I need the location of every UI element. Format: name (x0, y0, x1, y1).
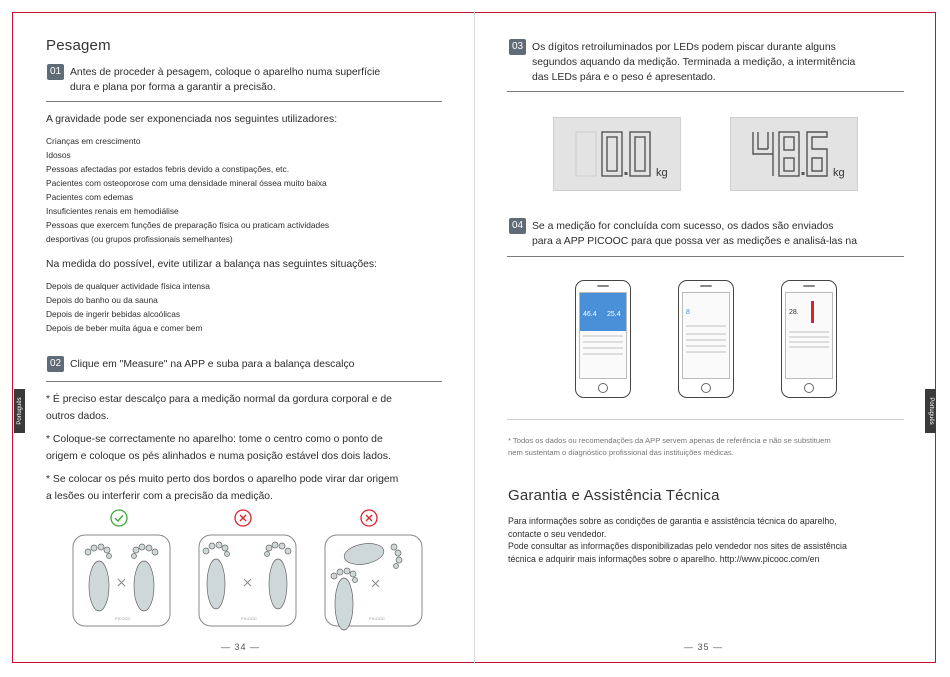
step-04-line-1: Se a medição for concluída com sucesso, os dados são enviados (532, 221, 834, 232)
step-02 (47, 357, 447, 372)
step-04 (509, 219, 909, 249)
list-item: Pessoas que exercem funções de preparação física ou praticam actividades (46, 220, 330, 230)
led-unit: kg (656, 167, 668, 179)
note-edge-line-1: * Se colocar os pés muito perto dos bordos o aparelho pode virar dar origem (46, 474, 399, 485)
step-03-line-3: das LEDs pára e o peso é apresentado. (532, 72, 716, 83)
note-barefoot-line-2: outros dados. (46, 411, 109, 422)
situations-list (46, 279, 446, 335)
check-icon (110, 509, 128, 527)
led-display-blinking (553, 117, 681, 191)
note-position-line-2: origem e coloque os pés alinhados e numa posição estável dos dois lados. (46, 451, 391, 462)
list-item: Pacientes com osteoporose com uma densidade mineral óssea muito baixa (46, 178, 327, 188)
language-tab-left: Português (14, 389, 25, 433)
note-position-line-1: * Coloque-se correctamente no aparelho: tome o centro como o ponto de (46, 434, 383, 445)
weighing-notes (46, 391, 456, 505)
led-display-weight (730, 117, 858, 191)
step-04-line-2: para a APP PICOOC para que possa ver as medições e analisá-las na (532, 236, 857, 247)
scale-feet-off-edge-illustration (324, 534, 424, 634)
phone-screen (682, 292, 730, 379)
led-digits-zero (554, 118, 682, 192)
phone-speaker (700, 285, 712, 287)
list-item: Depois de ingerir bebidas alcoólicas (46, 309, 181, 319)
app-stat: 25.4 (607, 311, 621, 318)
warranty-line-1: Para informações sobre as condições de garantia e assistência técnica do aparelho, (508, 516, 837, 526)
step-01 (47, 65, 447, 95)
app-stat: 28. (789, 309, 799, 316)
list-item: Pessoas afectadas por estados febris devido a constipações, etc. (46, 164, 290, 174)
step-03-line-1: Os dígitos retroiluminados por LEDs podem piscar durante alguns (532, 42, 836, 53)
divider (507, 91, 904, 92)
page-gutter (474, 12, 475, 663)
cross-icon (360, 509, 378, 527)
users-heading: A gravidade pode ser exponenciada nos seguintes utilizadores: (46, 114, 338, 125)
led-digits-weight (731, 118, 859, 192)
section-title-weighing: Pesagem (46, 37, 111, 54)
warranty-text (508, 515, 908, 565)
phone-app-history (678, 280, 734, 398)
phone-app-analysis (781, 280, 837, 398)
list-item: desportivas (ou grupos profissionais semelhantes) (46, 234, 233, 244)
step-number-badge: 04 (509, 218, 526, 234)
divider (507, 256, 904, 257)
list-item: Pacientes com edemas (46, 192, 134, 202)
list-item: Idosos (46, 150, 71, 160)
phone-screen (579, 292, 627, 379)
app-disclaimer (508, 435, 908, 459)
disclaimer-line-1: * Todos os dados ou recomendações da APP servem apenas de referência e não se substituem (508, 436, 831, 445)
svg-text:PICOOC: PICOOC (115, 616, 131, 621)
app-header (580, 293, 626, 331)
divider (507, 419, 904, 420)
step-number-badge: 02 (47, 356, 64, 372)
phone-app-dashboard (575, 280, 631, 398)
home-button-icon (598, 383, 608, 393)
page-number-left: — 34 — (221, 642, 261, 652)
svg-text:PICOOC: PICOOC (241, 616, 257, 621)
list-item: Insuficientes renais em hemodiálise (46, 206, 179, 216)
led-unit: kg (833, 167, 845, 179)
language-tab-right: Português (925, 389, 936, 433)
svg-text:PICOOC: PICOOC (369, 616, 385, 621)
page-number-right: — 35 — (684, 642, 724, 652)
step-01-line-2: dura e plana por forma a garantir a precisão. (70, 82, 276, 93)
step-number-badge: 03 (509, 39, 526, 55)
step-02-text: Clique em "Measure" na APP e suba para a balança descalço (70, 359, 355, 370)
cross-icon (234, 509, 252, 527)
home-button-icon (804, 383, 814, 393)
scale-correct-feet-illustration (72, 534, 172, 628)
step-03 (509, 40, 909, 85)
app-stat: 46.4 (583, 311, 597, 318)
step-03-line-2: segundos aquando da medição. Terminada a medição, a intermitência (532, 57, 856, 68)
list-item: Depois de beber muita água e comer bem (46, 323, 203, 333)
disclaimer-line-2: nem sustentam o diagnóstico profissional das instituições médicas. (508, 448, 734, 457)
app-stat: 8 (686, 309, 690, 316)
warranty-line-3: Pode consultar as informações disponibilizadas pelo vendedor nos sites de assistência (508, 541, 847, 551)
home-button-icon (701, 383, 711, 393)
scale-feet-too-far-illustration (198, 534, 298, 628)
users-list (46, 134, 446, 246)
phone-speaker (803, 285, 815, 287)
list-item: Depois do banho ou da sauna (46, 295, 158, 305)
note-edge-line-2: a lesões ou interferir com a precisão da medição. (46, 491, 273, 502)
step-number-badge: 01 (47, 64, 64, 80)
warranty-line-2: contacte o seu vendedor. (508, 528, 607, 539)
warranty-line-4: técnica e adquirir mais informações sobre o aparelho. http://www.picooc.com/en (508, 553, 820, 564)
situations-heading: Na medida do possível, evite utilizar a balança nas seguintes situações: (46, 259, 377, 270)
phone-screen (785, 292, 833, 379)
step-01-line-1: Antes de proceder à pesagem, coloque o aparelho numa superfície (70, 67, 381, 78)
list-item: Depois de qualquer actividade física intensa (46, 281, 210, 291)
divider (46, 101, 442, 102)
divider (46, 381, 442, 382)
note-barefoot-line-1: * É preciso estar descalço para a medição normal da gordura corporal e de (46, 394, 392, 405)
phone-speaker (597, 285, 609, 287)
warranty-title: Garantia e Assistência Técnica (508, 487, 720, 504)
list-item: Crianças em crescimento (46, 136, 141, 146)
